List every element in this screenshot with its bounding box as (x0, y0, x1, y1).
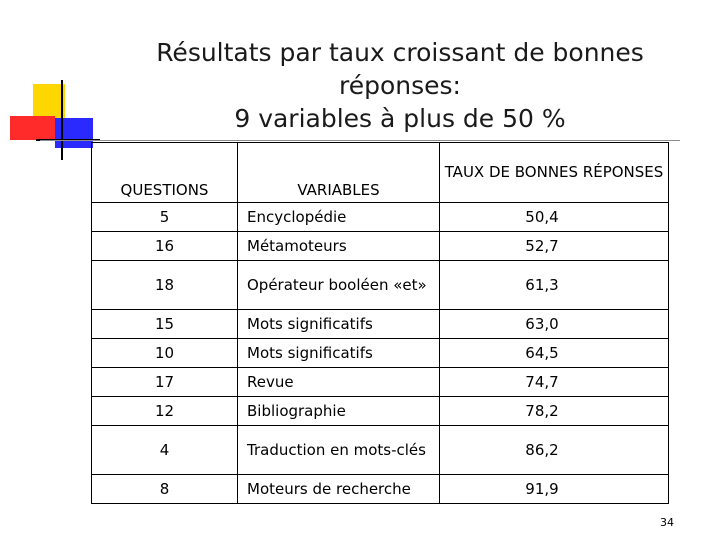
taux-cell: 91,9 (440, 475, 669, 504)
variable-cell: Mots significatifs (238, 310, 440, 339)
table-row (92, 261, 669, 310)
taux-cell: 63,0 (440, 310, 669, 339)
table-row (92, 310, 669, 339)
taux-cell: 86,2 (440, 426, 669, 475)
table-row (92, 203, 669, 232)
table-row (92, 475, 669, 504)
variable-cell: Opérateur booléen «et» (238, 261, 440, 310)
variable-cell: Métamoteurs (238, 232, 440, 261)
taux-cell: 74,7 (440, 368, 669, 397)
variable-cell: Moteurs de recherche (238, 475, 440, 504)
variable-cell: Bibliographie (238, 397, 440, 426)
question-cell: 17 (92, 368, 238, 397)
table-row (92, 339, 669, 368)
decorative-squares-logo (0, 0, 100, 170)
question-cell: 16 (92, 232, 238, 261)
taux-cell: 61,3 (440, 261, 669, 310)
question-cell: 4 (92, 426, 238, 475)
taux-cell: 78,2 (440, 397, 669, 426)
table-row (92, 426, 669, 475)
variable-cell: Revue (238, 368, 440, 397)
title-line-3: 9 variables à plus de 50 % (234, 104, 566, 133)
question-cell: 18 (92, 261, 238, 310)
question-cell: 12 (92, 397, 238, 426)
table-header-row (92, 143, 669, 203)
taux-cell: 64,5 (440, 339, 669, 368)
page-title (120, 36, 680, 135)
red-square (10, 116, 55, 140)
question-cell: 8 (92, 475, 238, 504)
variable-cell: Traduction en mots-clés (238, 426, 440, 475)
page-number: 34 (660, 516, 674, 529)
question-cell: 15 (92, 310, 238, 339)
header-questions: QUESTIONS (92, 143, 238, 203)
title-line-1: Résultats par taux croissant de bonnes (156, 38, 644, 67)
taux-cell: 52,7 (440, 232, 669, 261)
table-row (92, 397, 669, 426)
taux-cell: 50,4 (440, 203, 669, 232)
question-cell: 5 (92, 203, 238, 232)
blue-square (55, 118, 93, 148)
results-table (91, 142, 669, 504)
table-row (92, 368, 669, 397)
table-row (92, 232, 669, 261)
header-variables: VARIABLES (238, 143, 440, 203)
title-line-2: réponses: (339, 71, 461, 100)
variable-cell: Encyclopédie (238, 203, 440, 232)
header-taux: TAUX DE BONNES RÉPONSES (440, 143, 669, 203)
title-divider (40, 140, 680, 141)
variable-cell: Mots significatifs (238, 339, 440, 368)
question-cell: 10 (92, 339, 238, 368)
